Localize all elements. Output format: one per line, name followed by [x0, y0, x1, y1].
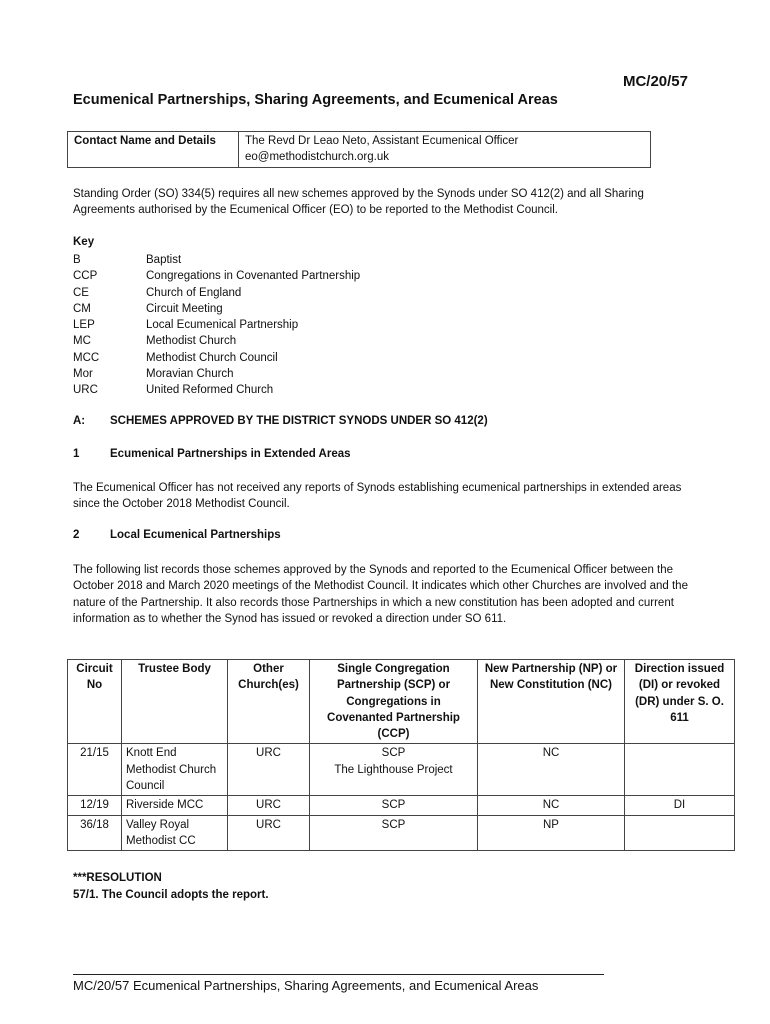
- cell-type-note: The Lighthouse Project: [334, 763, 453, 776]
- cell-other-churches: URC: [228, 815, 310, 851]
- cell-type-value: SCP: [381, 799, 406, 812]
- resolution-block: [73, 870, 269, 903]
- key-item: [73, 333, 360, 349]
- contact-name: The Revd Dr Leao Neto, Assistant Ecumenical Officer: [245, 135, 519, 147]
- section-2-heading: [73, 529, 281, 541]
- key-item: [73, 301, 360, 317]
- key-abbr: MCC: [73, 351, 100, 364]
- key-abbr: LEP: [73, 319, 95, 332]
- key-abbr: Mor: [73, 368, 93, 381]
- column-header-other-churches: Other Church(es): [228, 660, 310, 744]
- key-abbr: CM: [73, 302, 91, 315]
- cell-trustee: Riverside MCC: [122, 796, 228, 815]
- cell-other-churches: URC: [228, 796, 310, 815]
- cell-direction: DI: [625, 796, 735, 815]
- key-item: [73, 285, 360, 301]
- key-abbr: MC: [73, 335, 91, 348]
- key-abbr: URC: [73, 384, 98, 397]
- key-item: [73, 350, 360, 366]
- cell-trustee: Valley Royal Methodist CC: [122, 815, 228, 851]
- partnerships-table: [67, 659, 735, 851]
- intro-paragraph: Standing Order (SO) 334(5) requires all new schemes approved by the Synods under SO 412(2) and all Sharing Agreements authorised by the Ecumenical Officer (EO) to be reported to the Methodist Council.: [73, 188, 644, 217]
- cell-direction: [625, 815, 735, 851]
- cell-partnership-type: [310, 796, 478, 815]
- key-meaning: Church of England: [146, 286, 242, 299]
- column-header-direction: Direction issued (DI) or revoked (DR) under S. O. 611: [625, 660, 735, 744]
- cell-circuit: 12/19: [68, 796, 122, 815]
- cell-partnership-type: [310, 815, 478, 851]
- contact-details: [239, 132, 651, 168]
- cell-partnership-type: [310, 744, 478, 796]
- table-row: [68, 815, 735, 851]
- contact-label: Contact Name and Details: [68, 132, 239, 168]
- key-meaning: Congregations in Covenanted Partnership: [146, 270, 361, 283]
- column-header-partnership-type: Single Congregation Partnership (SCP) or Congregations in Covenanted Partnership (CCP): [310, 660, 478, 744]
- section-2-body: The following list records those schemes approved by the Synods and reported to the Ecumenical Officer between the October 2018 and March 2020 meetings of the Methodist Council. It indicates which other Churches are involved and the nature of the Partnership. It also records those Partnerships in which a new constitution has been adopted and current information as to whether the Synod has issued or revoked a direction under SO 611.: [73, 564, 688, 625]
- cell-circuit: 21/15: [68, 744, 122, 796]
- cell-type-value: SCP: [381, 818, 406, 831]
- resolution-text: 57/1. The Council adopts the report.: [73, 888, 269, 901]
- cell-trustee: Knott End Methodist Church Council: [122, 744, 228, 796]
- contact-table: [67, 131, 651, 168]
- cell-direction: [625, 744, 735, 796]
- key-meaning: United Reformed Church: [146, 384, 274, 397]
- table-row: [68, 796, 735, 815]
- contact-email: eo@methodistchurch.org.uk: [245, 151, 389, 163]
- key-heading: Key: [73, 236, 95, 248]
- cell-circuit: 36/18: [68, 815, 122, 851]
- section-1-number: 1: [73, 448, 80, 460]
- key-item: [73, 252, 360, 268]
- column-header-new-partnership: New Partnership (NP) or New Constitution (NC): [478, 660, 625, 744]
- section-a-title: SCHEMES APPROVED BY THE DISTRICT SYNODS UNDER SO 412(2): [110, 415, 488, 427]
- footer-divider: [73, 974, 604, 975]
- cell-new-partnership: NP: [478, 815, 625, 851]
- column-header-circuit: Circuit No: [68, 660, 122, 744]
- key-meaning: Local Ecumenical Partnership: [146, 319, 299, 332]
- section-a-heading: [73, 415, 488, 427]
- key-meaning: Moravian Church: [146, 368, 234, 381]
- resolution-heading: ***RESOLUTION: [73, 872, 162, 884]
- page-title: Ecumenical Partnerships, Sharing Agreements, and Ecumenical Areas: [73, 92, 558, 108]
- key-item: [73, 382, 360, 398]
- table-row: [68, 744, 735, 796]
- section-1-body: The Ecumenical Officer has not received any reports of Synods establishing ecumenical partnerships in extended areas since the October 2018 Methodist Council.: [73, 482, 682, 511]
- cell-other-churches: URC: [228, 744, 310, 796]
- key-meaning: Methodist Church Council: [146, 351, 278, 364]
- key-item: [73, 317, 360, 333]
- key-item: [73, 268, 360, 284]
- section-2-title: Local Ecumenical Partnerships: [110, 529, 281, 541]
- column-header-trustee: Trustee Body: [122, 660, 228, 744]
- cell-type-value: SCP: [381, 747, 406, 760]
- key-meaning: Methodist Church: [146, 335, 237, 348]
- cell-new-partnership: NC: [478, 796, 625, 815]
- cell-new-partnership: NC: [478, 744, 625, 796]
- table-header-row: [68, 660, 735, 744]
- page-footer: MC/20/57 Ecumenical Partnerships, Sharing Agreements, and Ecumenical Areas: [73, 978, 539, 993]
- section-2-number: 2: [73, 529, 80, 541]
- key-abbr: CCP: [73, 270, 98, 283]
- key-meaning: Baptist: [146, 254, 182, 266]
- key-abbr: CE: [73, 286, 89, 299]
- section-1-title: Ecumenical Partnerships in Extended Areas: [110, 448, 351, 460]
- key-abbr: B: [73, 254, 81, 266]
- key-list: [73, 252, 360, 399]
- key-meaning: Circuit Meeting: [146, 302, 223, 315]
- document-reference: MC/20/57: [622, 73, 688, 90]
- key-item: [73, 366, 360, 382]
- section-1-heading: [73, 448, 351, 460]
- section-a-number: A:: [73, 415, 86, 427]
